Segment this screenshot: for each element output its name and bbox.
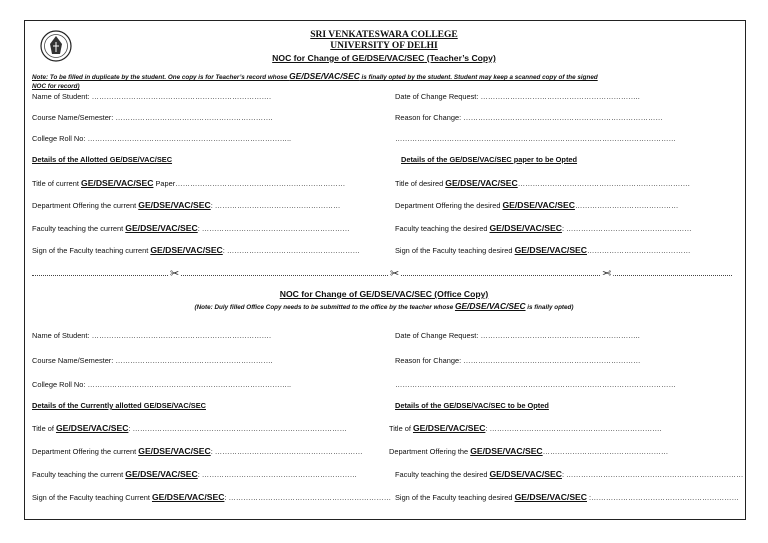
teacher-note-cont: NOC for record) <box>32 83 80 90</box>
opted-details-heading: Details of the GE/DSE/VAC/SEC paper to be Opted <box>401 155 578 164</box>
scissors-icon: ✂ <box>390 268 400 280</box>
office-change-reason-field[interactable]: Reason for Change: ……………………………………………………………… <box>395 356 641 365</box>
office-change-date-field[interactable]: Date of Change Request: ……………………………………………………….. <box>395 331 640 340</box>
office-current-department-field[interactable]: Department Offering the current GE/DSE/VAC/SEC: …………………………………………………… <box>32 446 363 456</box>
cut-line <box>32 275 732 276</box>
student-name-field[interactable]: Name of Student: ………………………………………………………………. <box>32 92 271 101</box>
teacher-note: Note: To be filled in duplicate by the student. One copy is for Teacher’s record whose GE/DSE/VAC/SEC is finally opted by the student. Student may keep a scanned copy of the signed <box>32 71 598 81</box>
current-faculty-field[interactable]: Faculty teaching the current GE/DSE/VAC/SEC: …………………………………………………… <box>32 223 350 233</box>
scissors-icon: ✂ <box>602 268 612 280</box>
office-student-name-field[interactable]: Name of Student: ………………………………………………………………. <box>32 331 271 340</box>
reason-blank-line[interactable]: …………………………………………………………………………………………………… <box>395 134 676 143</box>
roll-no-field[interactable]: College Roll No: ……………………………………………………………………….. <box>32 134 292 143</box>
office-current-title-field[interactable]: Title of GE/DSE/VAC/SEC: …………………………………………………………………………… <box>32 423 347 433</box>
office-current-faculty-field[interactable]: Faculty teaching the current GE/DSE/VAC/SEC: ……………………………………………………… <box>32 469 358 479</box>
office-current-faculty-sign-field[interactable]: Sign of the Faculty teaching Current GE/DSE/VAC/SEC: ………………………………………………………… <box>32 492 392 502</box>
office-course-semester-field[interactable]: Course Name/Semester: ………………………………………………………. <box>32 356 273 365</box>
office-note: (Note: Duly filled Office Copy needs to be submitted to the office by the teacher whose GE/DSE/VAC/SEC is finally opted) <box>194 301 574 311</box>
office-roll-no-field[interactable]: College Roll No: ……………………………………………………………………….. <box>32 380 292 389</box>
current-paper-title-field[interactable]: Title of current GE/DSE/VAC/SEC Paper…………………………………………………………… <box>32 178 346 188</box>
office-desired-faculty-field[interactable]: Faculty teaching the desired GE/DSE/VAC/SEC: ……………………………………………………………… <box>395 469 744 479</box>
allotted-details-heading: Details of the Allotted GE/DSE/VAC/SEC <box>32 155 173 164</box>
current-faculty-sign-field[interactable]: Sign of the Faculty teaching current GE/DSE/VAC/SEC: ……………………………………………… <box>32 245 360 255</box>
desired-paper-title-field[interactable]: Title of desired GE/DSE/VAC/SEC……………………………………………………………. <box>395 178 690 188</box>
university-name: UNIVERSITY OF DELHI <box>330 41 438 51</box>
scissors-icon: ✂ <box>170 268 180 280</box>
desired-department-field[interactable]: Department Offering the desired GE/DSE/VAC/SEC…………………………………… <box>395 200 679 210</box>
office-opted-heading: Details of the GE/DSE/VAC/SEC to be Opted <box>395 401 549 410</box>
college-name: SRI VENKATESWARA COLLEGE <box>310 30 458 40</box>
office-desired-title-field[interactable]: Title of GE/DSE/VAC/SEC: ……………………………………………………………. <box>389 423 662 433</box>
office-desired-faculty-sign-field[interactable]: Sign of the Faculty teaching desired GE/DSE/VAC/SEC :…………………………………………………… <box>395 492 739 502</box>
current-department-field[interactable]: Department Offering the current GE/DSE/VAC/SEC: …………………………………………… <box>32 200 341 210</box>
change-date-field[interactable]: Date of Change Request: ……………………………………………………….. <box>395 92 640 101</box>
desired-faculty-sign-field[interactable]: Sign of the Faculty teaching desired GE/DSE/VAC/SEC…………………………………… <box>395 245 691 255</box>
change-reason-field[interactable]: Reason for Change: ……………………………………………………………………… <box>395 113 663 122</box>
office-allotted-heading: Details of the Currently allotted GE/DSE/VAC/SEC <box>32 401 206 410</box>
desired-faculty-field[interactable]: Faculty teaching the desired GE/DSE/VAC/SEC: …………………………………………… <box>395 223 692 233</box>
office-desired-department-field[interactable]: Department Offering the GE/DSE/VAC/SEC…………………………………………… <box>389 446 669 456</box>
office-reason-blank-line[interactable]: …………………………………………………………………………………………………… <box>395 380 676 389</box>
form-title: NOC for Change of GE/DSE/VAC/SEC (Teacher’s Copy) <box>272 53 496 63</box>
office-copy-title: NOC for Change of GE/DSE/VAC/SEC (Office Copy) <box>279 289 489 299</box>
course-semester-field[interactable]: Course Name/Semester: ………………………………………………………. <box>32 113 273 122</box>
